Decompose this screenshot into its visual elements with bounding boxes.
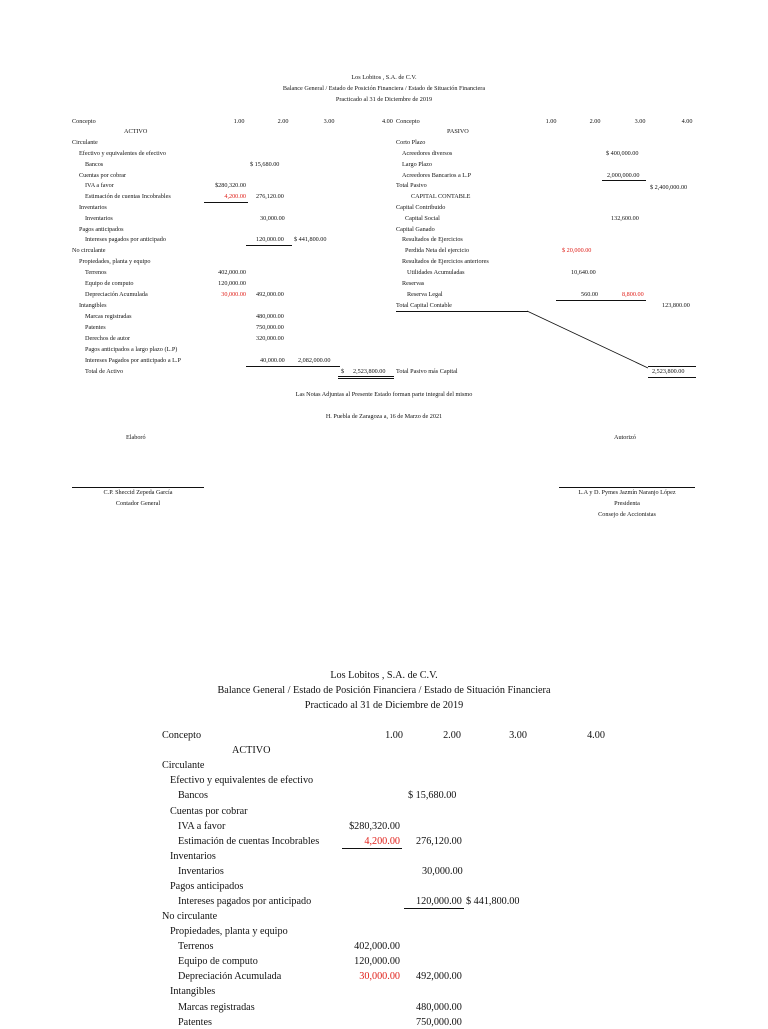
estimacion-value: 4,200.00 <box>224 193 246 200</box>
marcas-label: Marcas registradas <box>85 313 132 320</box>
bancos-label: Bancos <box>85 161 104 168</box>
perdida-label: Perdida Neta del ejercicio <box>405 247 470 254</box>
intangibles-label: Intangibles <box>79 302 107 309</box>
acreedores-value: $ 400,000.00 <box>606 150 639 157</box>
zoom-statement-title: Balance General / Estado de Posición Financiera / Estado de Situación Financiera <box>217 685 551 696</box>
total-activo-value: 2,523,800.00 <box>353 368 386 375</box>
total-activo-currency: $ <box>341 368 345 375</box>
total-activo-label: Total de Activo <box>85 368 124 375</box>
zoom-no-circulante-label: No circulante <box>162 911 218 922</box>
pasivo-col-header-3: 3.00 <box>634 118 646 125</box>
inventarios-value: 30,000.00 <box>260 215 285 222</box>
estimacion-total: 276,120.00 <box>256 193 284 200</box>
zoom-bancos-value: $ 15,680.00 <box>408 790 457 801</box>
connector-line <box>526 310 650 370</box>
zoom-patentes-value: 750,000.00 <box>416 1017 462 1028</box>
col-header-3: 3.00 <box>323 118 335 125</box>
efectivo-label: Efectivo y equivalentes de efectivo <box>79 150 166 157</box>
terrenos-label: Terrenos <box>85 269 107 276</box>
pasivo-col-header-2: 2.00 <box>589 118 601 125</box>
pasivo-title: PASIVO <box>447 128 469 135</box>
sign2-role2: Consejo de Accionistas <box>598 511 656 518</box>
total-activo-underline-2 <box>338 378 394 379</box>
perdida-value: $ 20,000.00 <box>562 247 592 254</box>
reserva-underline <box>556 300 646 301</box>
sign2-role: Presidenta <box>614 500 640 507</box>
statement-period: Practicado al 31 de Diciembre de 2019 <box>335 96 433 103</box>
capital-contribuido-label: Capital Contribuido <box>396 204 446 211</box>
total-pasivo-capital-overline <box>648 366 696 367</box>
elaboro-label: Elaboró <box>126 434 146 441</box>
total-pasivo-capital-underline <box>648 377 696 378</box>
circulante-total: $ 441,800.00 <box>294 236 327 243</box>
zoom-marcas-value: 480,000.00 <box>416 1002 462 1013</box>
zoom-estimacion-label: Estimación de cuentas Incobrables <box>178 836 320 847</box>
zoom-col-header-2: 2.00 <box>443 730 461 741</box>
zoom-estimacion-value: 4,200.00 <box>364 836 400 847</box>
pasivo-col-header-1: 1.00 <box>545 118 557 125</box>
col-header-2: 2.00 <box>277 118 289 125</box>
notes-text: Las Notas Adjuntas al Presente Estado forman parte integral del mismo <box>295 391 473 398</box>
derechos-value: 320,000.00 <box>256 335 284 342</box>
capital-ganado-label: Capital Ganado <box>396 226 435 233</box>
marcas-value: 480,000.00 <box>256 313 284 320</box>
zoom-depreciacion-value: 30,000.00 <box>359 971 400 982</box>
resultados-anteriores-label: Resultados de Ejercicios anteriores <box>402 258 489 265</box>
zoom-activo-title: ACTIVO <box>232 745 271 756</box>
total-capital-label: Total Capital Contable <box>396 302 452 309</box>
corto-plazo-label: Corto Plazo <box>396 139 426 146</box>
zoom-efectivo-label: Efectivo y equivalentes de efectivo <box>170 775 314 786</box>
pagos-lp-label: Pagos anticipados a largo plazo (L.P) <box>85 346 178 353</box>
zoom-iva-label: IVA a favor <box>178 821 226 832</box>
zoom-terrenos-value: 402,000.00 <box>354 941 400 952</box>
zoom-marcas-label: Marcas registradas <box>178 1002 255 1013</box>
zoom-terrenos-label: Terrenos <box>178 941 214 952</box>
total-capital-value: 123,800.00 <box>662 302 690 309</box>
reservas-label: Reservas <box>402 280 425 287</box>
total-pasivo-capital-value: 2,523,800.00 <box>652 368 685 375</box>
zoom-inventarios-label: Inventarios <box>178 866 224 877</box>
activo-title: ACTIVO <box>124 128 148 135</box>
intereses-value: 120,000.00 <box>256 236 284 243</box>
concept-header: Concepto <box>72 118 96 125</box>
patentes-label: Patentes <box>85 324 106 331</box>
zoom-depreciacion-total: 492,000.00 <box>416 971 462 982</box>
pasivo-col-header-4: 4.00 <box>681 118 693 125</box>
zoom-bancos-label: Bancos <box>178 790 208 801</box>
total-pasivo-capital-label: Total Pasivo más Capital <box>396 368 458 375</box>
pagos-anticipados-label: Pagos anticipados <box>79 226 124 233</box>
intereses-lp-value: 40,000.00 <box>260 357 285 364</box>
depreciacion-label: Depreciación Acumulada <box>85 291 148 298</box>
capital-title: CAPITAL CONTABLE <box>411 193 471 200</box>
zoom-col-header-4: 4.00 <box>587 730 605 741</box>
bancos-value: $ 15,680.00 <box>250 161 280 168</box>
reserva-legal-label: Reserva Legal <box>407 291 443 298</box>
place-date: H. Puebla de Zaragoza a, 16 de Marzo de 2021 <box>325 413 443 420</box>
col-header-1: 1.00 <box>233 118 245 125</box>
sign1-role: Contador General <box>115 500 161 507</box>
signature-line-1 <box>72 487 204 488</box>
zoom-intangibles-label: Intangibles <box>170 986 216 997</box>
zoom-equipo-label: Equipo de computo <box>178 956 258 967</box>
zoom-col-header-3: 3.00 <box>509 730 527 741</box>
intereses-underline <box>246 245 292 246</box>
zoom-col-header-1: 1.00 <box>385 730 403 741</box>
zoom-circulante-label: Circulante <box>162 760 205 771</box>
sign2-name: L.A y D. Pymes Jazmín Naranjo López <box>578 489 676 496</box>
autorizo-label: Autorizó <box>614 434 636 441</box>
iva-label: IVA a favor <box>85 182 114 189</box>
acreedores-bancarios-label: Acreedores Bancarios a L.P <box>402 172 472 179</box>
estimacion-underline <box>204 202 248 203</box>
iva-value: $280,320.00 <box>215 182 246 189</box>
acreedores-bancarios-value: 2,000,000.00 <box>607 172 640 179</box>
zoom-propiedades-label: Propiedades, planta y equipo <box>170 926 288 937</box>
circulante-label: Circulante <box>72 139 98 146</box>
zoom-intereses-label: Intereses pagados por anticipado <box>178 896 312 907</box>
zoom-inventarios-group-label: Inventarios <box>170 851 216 862</box>
no-circulante-label: No circulante <box>72 247 106 254</box>
zoom-iva-value: $280,320.00 <box>349 821 400 832</box>
capital-social-value: 132,600.00 <box>611 215 639 222</box>
utilidades-label: Utilidades Acumuladas <box>407 269 465 276</box>
total-pasivo-label: Total Pasivo <box>396 182 427 189</box>
zoom-intereses-underline <box>404 908 464 909</box>
depreciacion-total: 492,000.00 <box>256 291 284 298</box>
zoom-company-name: Los Lobitos , S.A. de C.V. <box>330 670 438 681</box>
terrenos-value: 402,000.00 <box>218 269 246 276</box>
statement-title: Balance General / Estado de Posición Financiera / Estado de Situación Financiera <box>282 85 486 92</box>
total-capital-underline <box>396 311 528 312</box>
estimacion-label: Estimación de cuentas Incobrables <box>85 193 171 200</box>
zoom-statement-period: Practicado al 31 de Diciembre de 2019 <box>304 700 464 711</box>
intereses-label: Intereses pagados por anticipado <box>85 236 166 243</box>
no-circulante-total: 2,082,000.00 <box>298 357 331 364</box>
company-name: Los Lobitos , S.A. de C.V. <box>351 74 417 81</box>
cuentas-cobrar-label: Cuentas por cobrar <box>79 172 127 179</box>
utilidades-value: 10,640.00 <box>571 269 596 276</box>
inventarios-group-label: Inventarios <box>79 204 107 211</box>
depreciacion-value: 30,000.00 <box>221 291 246 298</box>
resultados-label: Resultados de Ejercicios <box>402 236 463 243</box>
sign1-name: C.P. Sheccid Zepeda García <box>103 489 173 496</box>
derechos-label: Derechos de autor <box>85 335 131 342</box>
patentes-value: 750,000.00 <box>256 324 284 331</box>
equipo-label: Equipo de computo <box>85 280 134 287</box>
zoom-pagos-anticipados-label: Pagos anticipados <box>170 881 244 892</box>
acreedores-label: Acreedores diversos <box>402 150 453 157</box>
pasivo-concept-header: Concepto <box>396 118 420 125</box>
reserva-legal-red-value: 8,800.00 <box>622 291 644 298</box>
equipo-value: 120,000.00 <box>218 280 246 287</box>
acreedores-bancarios-underline <box>602 180 646 181</box>
largo-plazo-label: Largo Plazo <box>402 161 432 168</box>
inventarios-label: Inventarios <box>85 215 113 222</box>
zoom-concept-header: Concepto <box>162 730 202 741</box>
intangibles-underline <box>246 366 340 367</box>
capital-social-label: Capital Social <box>405 215 440 222</box>
total-pasivo-value: $ 2,400,000.00 <box>650 184 688 191</box>
intereses-lp-label: Intereses Pagados por anticipado a L.P <box>85 357 181 364</box>
zoom-inventarios-value: 30,000.00 <box>422 866 463 877</box>
zoom-estimacion-underline <box>342 848 402 849</box>
zoom-cuentas-cobrar-label: Cuentas por cobrar <box>170 806 248 817</box>
zoom-circulante-total: $ 441,800.00 <box>466 896 520 907</box>
zoom-patentes-label: Patentes <box>178 1017 212 1028</box>
col-header-4: 4.00 <box>382 118 393 125</box>
zoom-intereses-value: 120,000.00 <box>416 896 462 907</box>
zoom-equipo-value: 120,000.00 <box>354 956 400 967</box>
reserva-legal-value: 560.00 <box>581 291 599 298</box>
zoom-depreciacion-label: Depreciación Acumulada <box>178 971 282 982</box>
signature-line-2 <box>559 487 695 488</box>
total-activo-underline-1 <box>338 376 394 377</box>
propiedades-label: Propiedades, planta y equipo <box>79 258 151 265</box>
zoom-estimacion-total: 276,120.00 <box>416 836 462 847</box>
